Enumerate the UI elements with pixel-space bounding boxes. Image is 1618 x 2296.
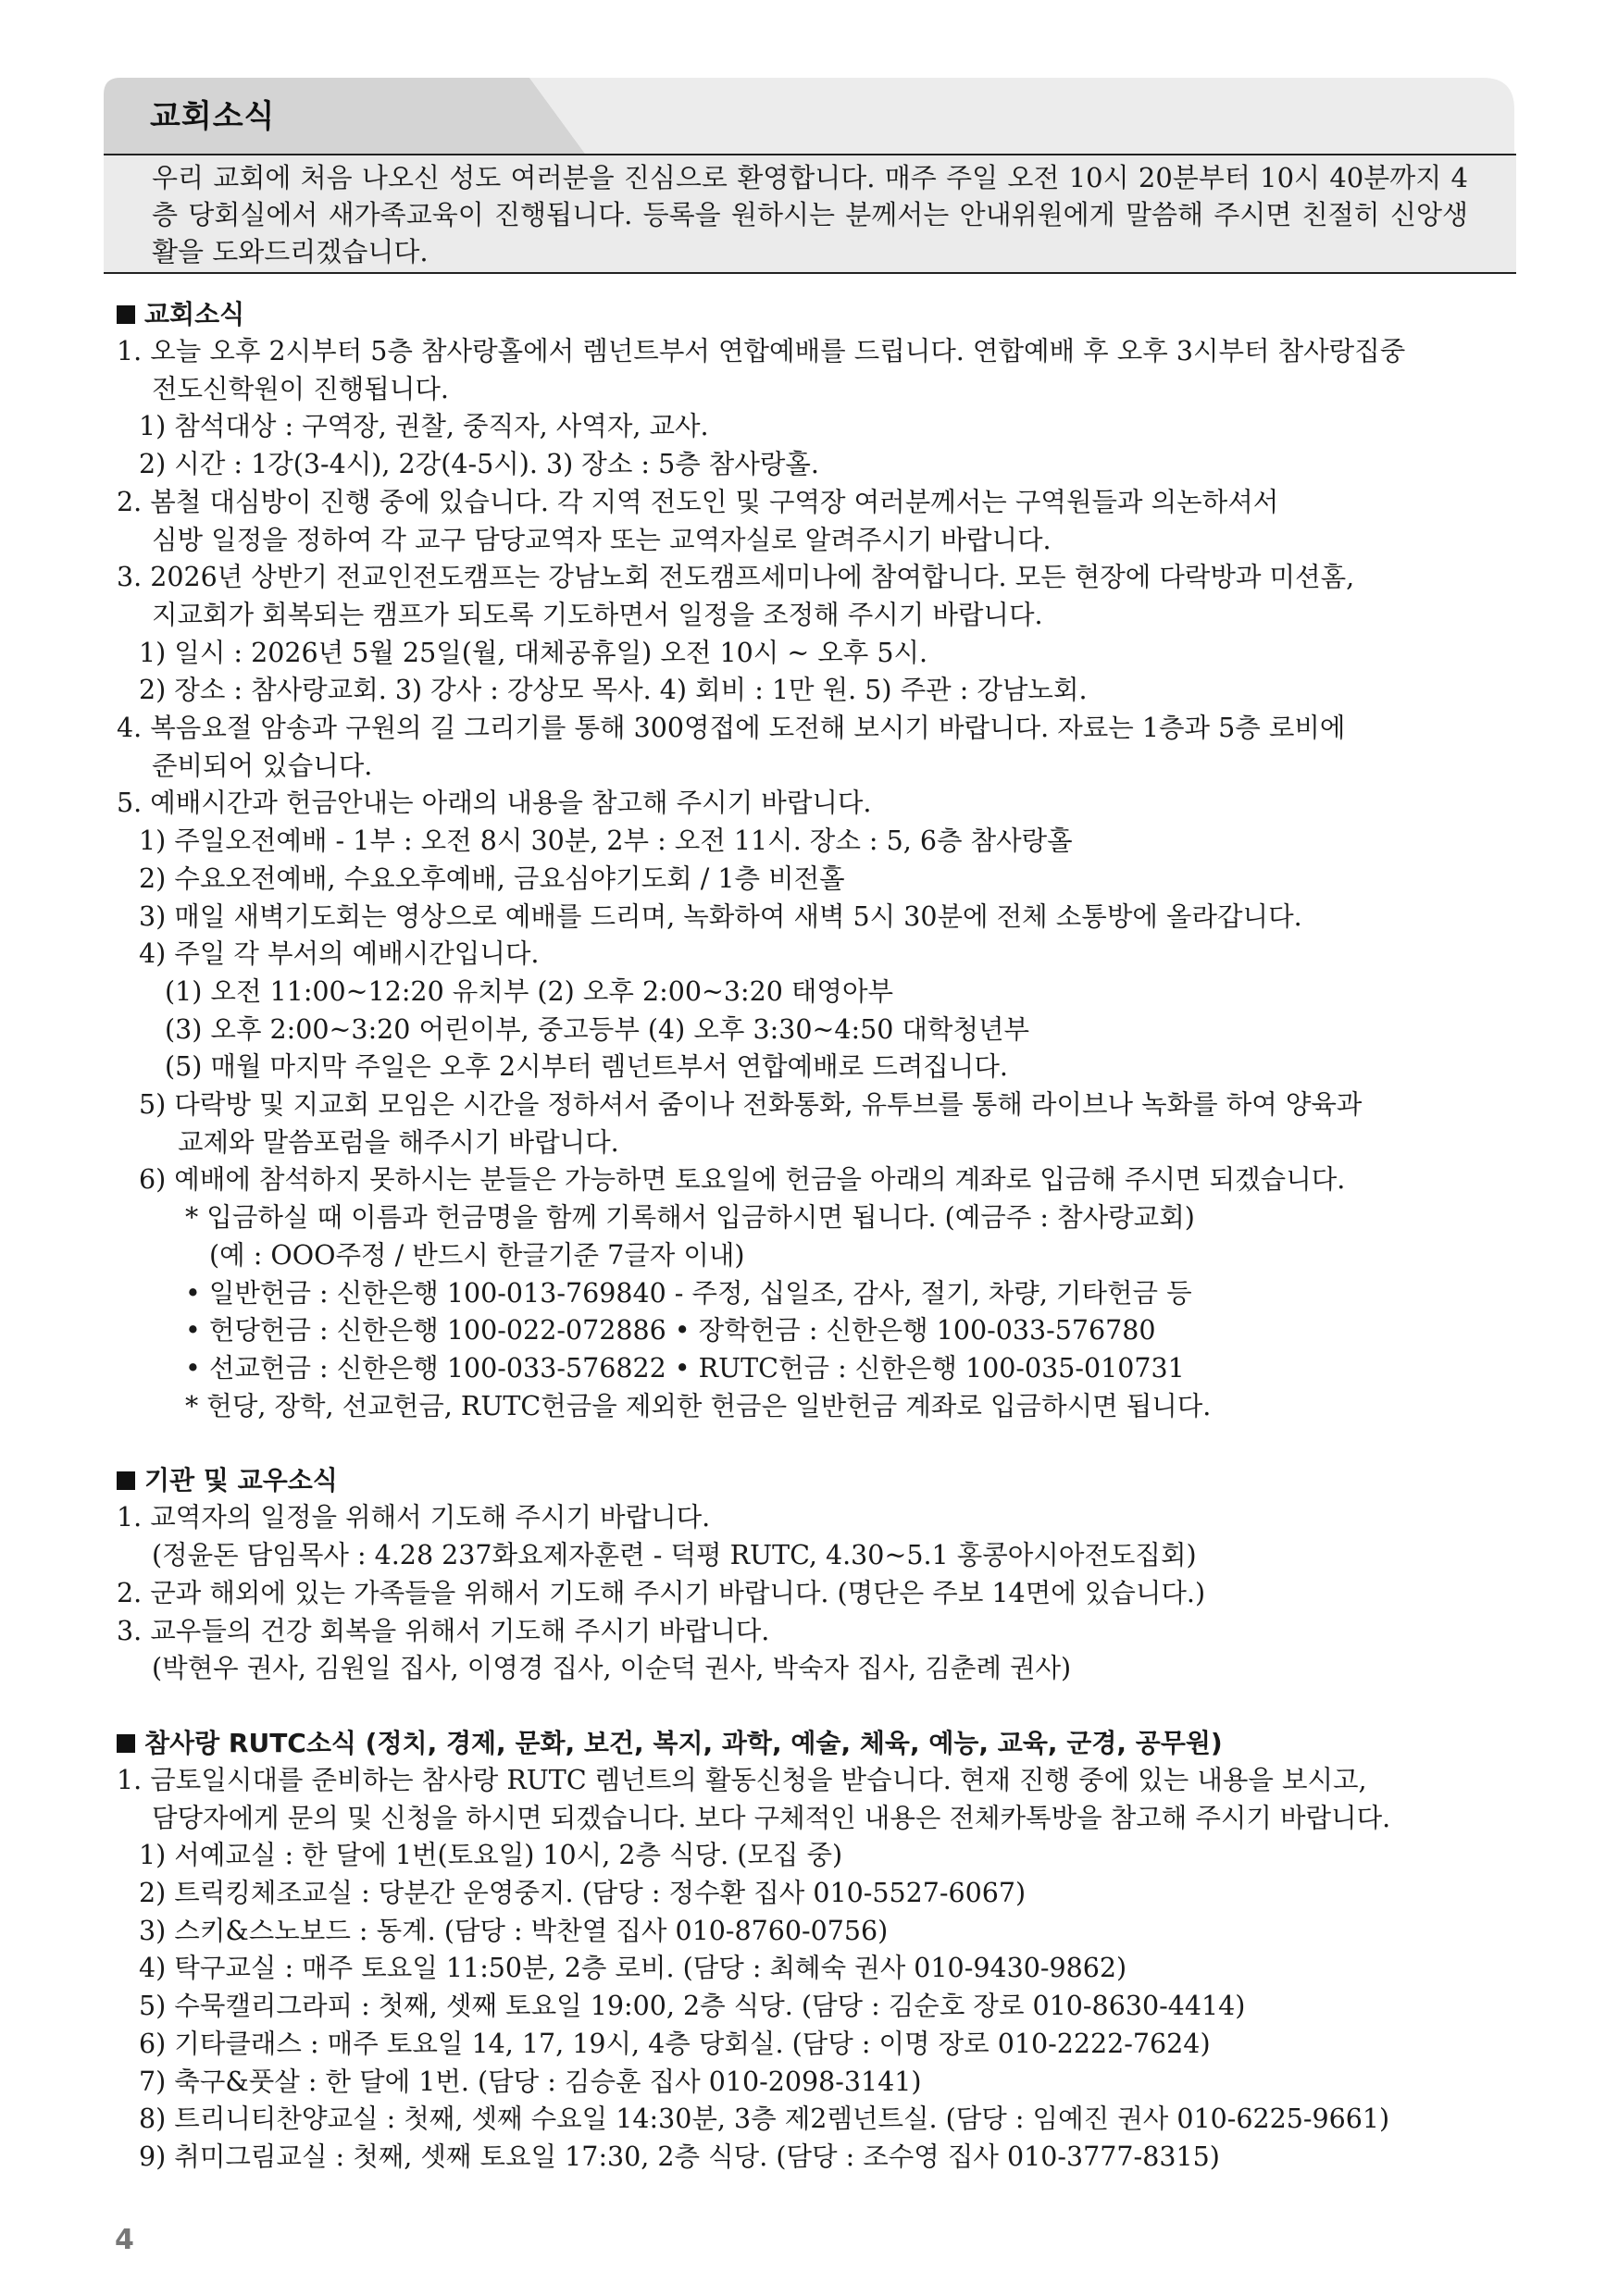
text-line: 6) 예배에 참석하지 못하시는 분들은 가능하면 토요일에 헌금을 아래의 계좌로 입금해 주시면 되겠습니다. (139, 1164, 1346, 1196)
square-bullet-icon (117, 305, 135, 324)
page-title: 교회소식 (150, 98, 276, 135)
text-line: 4) 탁구교실 : 매주 토요일 11:50분, 2층 로비. (담당 : 최혜숙 권사 010-9430-9862) (139, 1953, 1127, 1984)
text-line: 1) 주일오전예배 - 1부 : 오전 8시 30분, 2부 : 오전 11시. 장소 : 5, 6층 참사랑홀 (139, 825, 1073, 857)
square-bullet-icon (117, 1734, 135, 1753)
text-line: 2) 시간 : 1강(3-4시), 2강(4-5시). 3) 장소 : 5층 참사랑홀. (139, 449, 819, 480)
text-line: 3) 매일 새벽기도회는 영상으로 예배를 드리며, 녹화하여 새벽 5시 30분에 전체 소통방에 올라갑니다. (139, 900, 1302, 932)
text-line: • 일반헌금 : 신한은행 100-013-769840 - 주정, 십일조, 감사, 절기, 차량, 기타헌금 등 (185, 1277, 1192, 1309)
text-line: 2) 수요오전예배, 수요오후예배, 금요심야기도회 / 1층 비전홀 (139, 863, 845, 894)
text-line: 3) 스키&스노보드 : 동계. (담당 : 박찬열 집사 010-8760-0756) (139, 1915, 889, 1946)
text-line: (3) 오후 2:00~3:20 어린이부, 중고등부 (4) 오후 3:30~4:50 대학청년부 (165, 1013, 1030, 1045)
bulletin-content (104, 296, 1529, 2177)
section-header-tab (104, 78, 1514, 154)
text-line: 3. 교우들의 건강 회복을 위해서 기도해 주시기 바랍니다. (117, 1615, 770, 1646)
section-title: 기관 및 교우소식 (144, 1465, 338, 1496)
text-line: 2. 군과 해외에 있는 가족들을 위해서 기도해 주시기 바랍니다. (명단은 주보 14면에 있습니다.) (117, 1577, 1206, 1608)
text-line: 9) 취미그림교실 : 첫째, 셋째 토요일 17:30, 2층 식당. (담당 : 조수영 집사 010-3777-8315) (139, 2141, 1220, 2172)
square-bullet-icon (117, 1471, 135, 1490)
text-line: 1. 오늘 오후 2시부터 5층 참사랑홀에서 렘넌트부서 연합예배를 드립니다. 연합예배 후 오후 3시부터 참사랑집중 (117, 336, 1406, 366)
header-tab-shape (104, 78, 1514, 154)
text-line: 지교회가 회복되는 캠프가 되도록 기도하면서 일정을 조정해 주시기 바랍니다. (152, 599, 1043, 630)
text-line: 4. 복음요절 암송과 구원의 길 그리기를 통해 300영접에 도전해 보시기 바랍니다. 자료는 1층과 5층 로비에 (117, 713, 1346, 744)
text-line: 2. 봄철 대심방이 진행 중에 있습니다. 각 지역 전도인 및 구역장 여러분께서는 구역원들과 의논하셔서 (117, 486, 1279, 517)
text-line: 심방 일정을 정하여 각 교구 담당교역자 또는 교역자실로 알려주시기 바랍니다. (152, 524, 1052, 555)
text-line: (5) 매월 마지막 주일은 오후 2시부터 렘넌트부서 연합예배로 드려집니다. (165, 1051, 1008, 1083)
section-spacer (104, 1425, 1529, 1462)
text-line: 2) 트릭킹체조교실 : 당분간 운영중지. (담당 : 정수환 집사 010-5527-6067) (139, 1878, 1027, 1909)
text-line: 5) 수묵캘리그라피 : 첫째, 셋째 토요일 19:00, 2층 식당. (담당 : 김순호 장로 010-8630-4414) (139, 1991, 1246, 2022)
section-heading (117, 1462, 1529, 1499)
text-line: 전도신학원이 진행됩니다. (152, 373, 449, 404)
text-line: (1) 오전 11:00~12:20 유치부 (2) 오후 2:00~3:20 태영아부 (165, 975, 894, 1007)
text-line: 1) 일시 : 2026년 5월 25일(월, 대체공휴일) 오전 10시 ~ 오후 5시. (139, 637, 928, 668)
text-line: 1. 금토일시대를 준비하는 참사랑 RUTC 렘넌트의 활동신청을 받습니다. 현재 진행 중에 있는 내용을 보시고, (117, 1764, 1367, 1795)
text-line: 5) 다락방 및 지교회 모임은 시간을 정하셔서 줌이나 전화통화, 유투브를 통해 라이브나 녹화를 하여 양육과 (139, 1089, 1363, 1121)
text-line: 3. 2026년 상반기 전교인전도캠프는 강남노회 전도캠프세미나에 참여합니다. 모든 현장에 다락방과 미션홈, (117, 562, 1355, 593)
text-line: * 헌당, 장학, 선교헌금, RUTC헌금을 제외한 헌금은 일반헌금 계좌로 입금하시면 됩니다. (185, 1390, 1212, 1421)
text-line: 8) 트리니티찬양교실 : 첫째, 셋째 수요일 14:30분, 3층 제2렘넌트실. (담당 : 임예진 권사 010-6225-9661) (139, 2104, 1390, 2135)
text-line: 6) 기타클래스 : 매주 토요일 14, 17, 19시, 4층 당회실. (담당 : 이명 장로 010-2222-7624) (139, 2028, 1211, 2059)
text-line: (박현우 권사, 김원일 집사, 이영경 집사, 이순덕 권사, 박숙자 집사, 김춘례 권사) (152, 1653, 1072, 1684)
text-line: 1) 서예교실 : 한 달에 1번(토요일) 10시, 2층 식당. (모집 중) (139, 1840, 843, 1871)
text-line: 1. 교역자의 일정을 위해서 기도해 주시기 바랍니다. (117, 1502, 711, 1533)
text-line: • 선교헌금 : 신한은행 100-033-576822 • RUTC헌금 : 신한은행 100-035-010731 (185, 1352, 1185, 1384)
section-spacer (104, 1688, 1529, 1725)
text-line: * 입금하실 때 이름과 헌금명을 함께 기록해서 입금하시면 됩니다. (예금주 : 참사랑교회) (185, 1202, 1195, 1234)
text-line: • 헌당헌금 : 신한은행 100-022-072886 • 장학헌금 : 신한은행 100-033-576780 (185, 1315, 1156, 1347)
text-line: (정윤돈 담임목사 : 4.28 237화요제자훈련 - 덕평 RUTC, 4.30~5.1 홍콩아시아전도집회) (152, 1540, 1197, 1571)
text-line: 4) 주일 각 부서의 예배시간입니다. (139, 938, 540, 970)
text-line: 1) 참석대상 : 구역장, 권찰, 중직자, 사역자, 교사. (139, 411, 709, 442)
section-heading (117, 1725, 1529, 1762)
section-heading (117, 296, 1529, 333)
text-line: 5. 예배시간과 헌금안내는 아래의 내용을 참고해 주시기 바랍니다. (117, 788, 872, 819)
text-line: 교제와 말씀포럼을 해주시기 바랍니다. (178, 1126, 619, 1158)
page-number: 4 (115, 2224, 134, 2256)
section-title: 참사랑 RUTC소식 (정치, 경제, 문화, 보건, 복지, 과학, 예술, 체육, 예능, 교육, 군경, 공무원) (144, 1727, 1223, 1758)
welcome-text: 우리 교회에 처음 나오신 성도 여러분을 진심으로 환영합니다. 매주 주일 오전 10시 20분부터 10시 40분까지 4층 당회실에서 새가족교육이 진행됩니다. 등록을 원하시는 분께서는 안내위원에게 말씀해 주시면 친절히 신앙생활을 도와드리겠습니다. (152, 162, 1468, 267)
text-line: 준비되어 있습니다. (152, 750, 373, 781)
text-line: 2) 장소 : 참사랑교회. 3) 강사 : 강상모 목사. 4) 회비 : 1만 원. 5) 주관 : 강남노회. (139, 675, 1088, 706)
welcome-box (104, 155, 1516, 274)
section-title: 교회소식 (144, 298, 245, 329)
text-line: 7) 축구&풋살 : 한 달에 1번. (담당 : 김승훈 집사 010-2098-3141) (139, 2066, 922, 2097)
text-line: 담당자에게 문의 및 신청을 하시면 되겠습니다. 보다 구체적인 내용은 전체카톡방을 참고해 주시기 바랍니다. (152, 1802, 1391, 1833)
text-line: (예 : OOO주정 / 반드시 한글기준 7글자 이내) (209, 1239, 745, 1271)
